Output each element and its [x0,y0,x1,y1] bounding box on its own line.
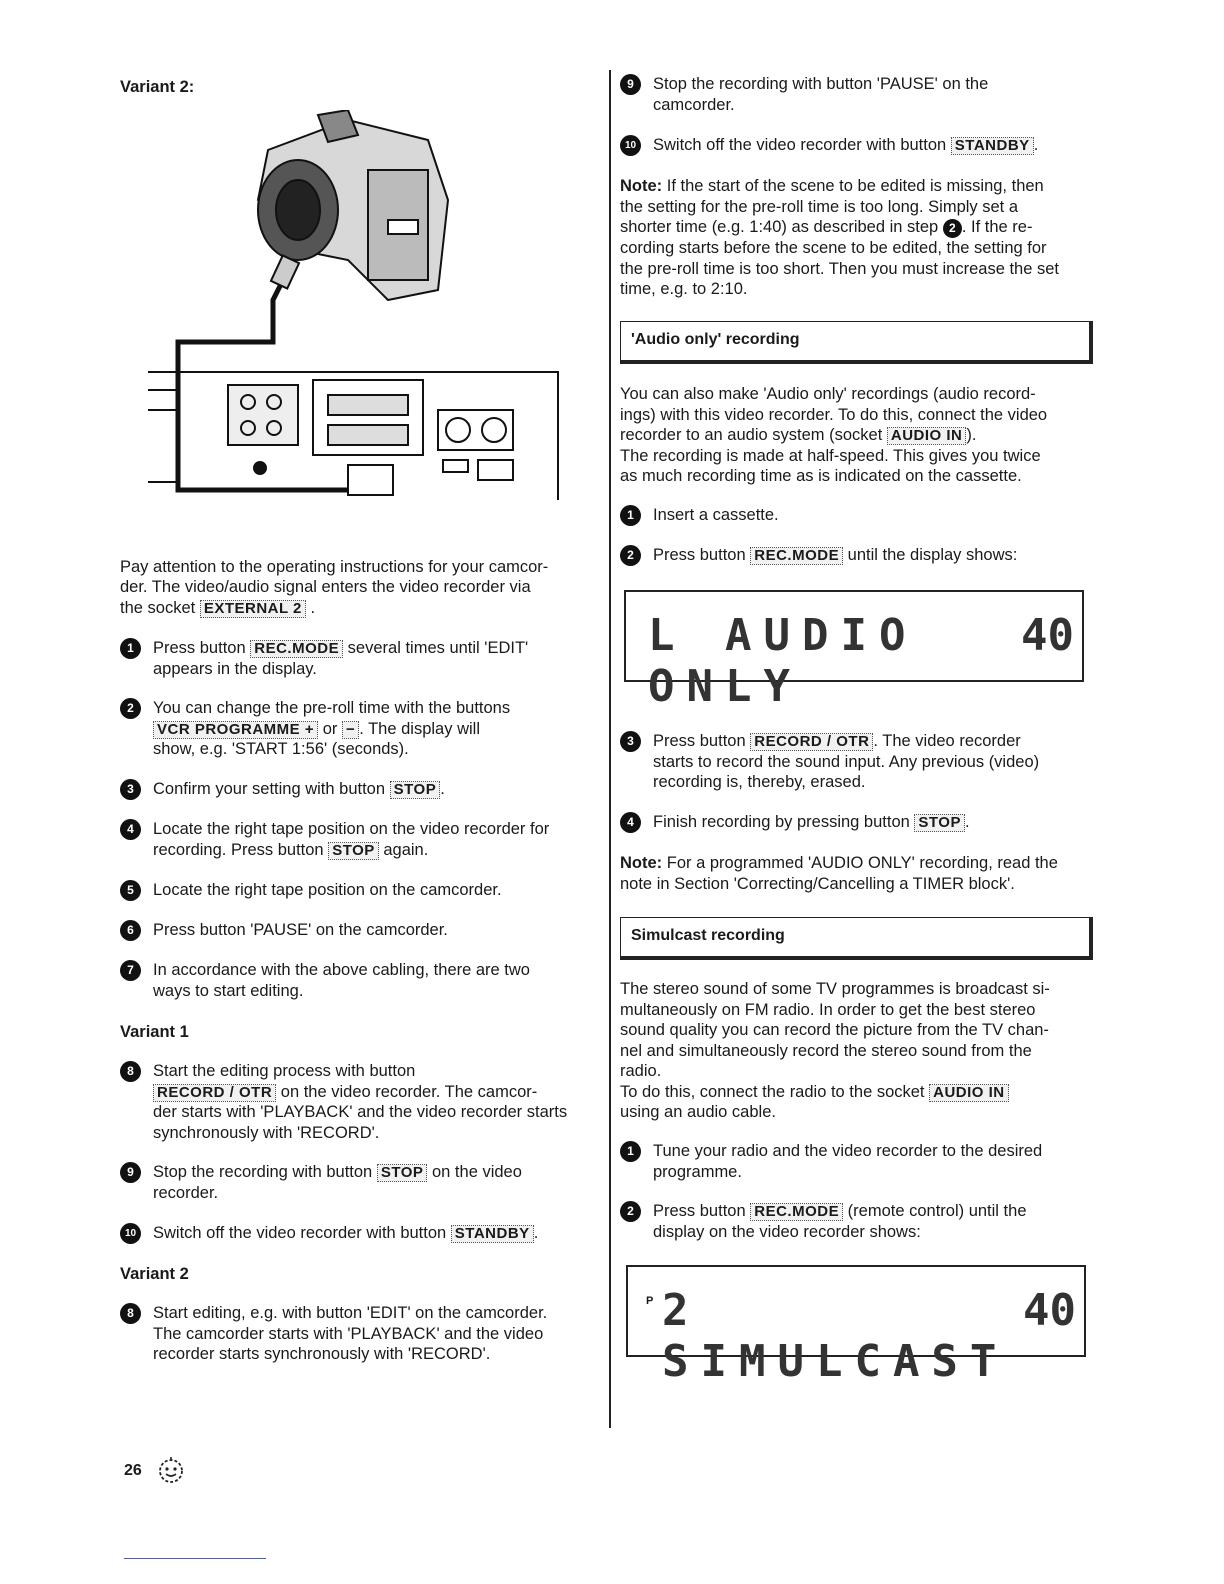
step-number: 9 [120,1162,141,1183]
step-text: Stop the recording with button 'PAUSE' on the [653,75,989,93]
step-text: In accordance with the above cabling, there are two [153,961,530,979]
step-text: several times until 'EDIT' [347,639,529,657]
standby-key: STANDBY [951,137,1034,155]
step-text: starts to record the sound input. Any previous (video) [653,752,1040,771]
audio-in-key: AUDIO IN [887,427,967,445]
page-number: 26 [124,1462,142,1479]
step-6 [120,920,598,941]
step-number: 8 [120,1061,141,1082]
step-text: Start editing, e.g. with button 'EDIT' on the camcorder. [153,1304,548,1322]
note-text: the pre-roll time is too short. Then you must increase the set [620,259,1059,278]
audio-intro [620,384,1098,487]
record-otr-key: RECORD / OTR [750,733,873,751]
step-text: . [964,813,970,831]
step-number: 8 [120,1303,141,1324]
stop-key: STOP [328,842,379,860]
step-text: Stop the recording with button [153,1163,373,1181]
step-text: der starts with 'PLAYBACK' and the video recorder starts [153,1103,568,1121]
audio-only-heading-box [620,321,1093,364]
stop-key: STOP [914,814,965,832]
simulcast-text: radio. [620,1062,662,1080]
note-text: If the start of the scene to be edited is missing, then [662,177,1044,195]
display-text: L AUDIO ONLY [648,610,918,712]
step-text: . The display will [359,719,480,738]
step-text: recording is, thereby, erased. [653,773,866,791]
step-number: 3 [620,731,641,752]
simulcast-intro [620,979,1098,1123]
note-1 [620,176,1098,300]
step-number: 6 [120,920,141,941]
step-text: Press button [653,732,746,750]
step-text: . [533,1224,539,1242]
r-step-10 [620,135,1093,156]
simulcast-text: The stereo sound of some TV programmes is broadcast si- [620,980,1050,998]
step-text: Locate the right tape position on the video recorder for [153,820,550,838]
note-text: For a programmed 'AUDIO ONLY' recording, read the [662,854,1058,872]
step-number: 1 [620,505,641,526]
step-text: Press button 'PAUSE' on the camcorder. [153,921,448,939]
smiley-icon [156,1455,186,1485]
step-text: The camcorder starts with 'PLAYBACK' and the video [153,1324,544,1343]
note-text: note in Section 'Correcting/Cancelling a TIMER block'. [620,874,1015,893]
rec-mode-key: REC.MODE [750,547,843,565]
step-4 [120,819,598,860]
simulcast-step-1 [620,1141,1103,1182]
step-text: Locate the right tape position on the camcorder. [153,881,502,899]
step-number: 10 [120,1223,141,1244]
step-text: show, e.g. 'START 1:56' (seconds). [153,740,409,758]
display-text: 2 SIMULCAST [662,1285,1009,1387]
record-otr-key: RECORD / OTR [153,1084,276,1102]
step-text: Press button [653,1202,746,1220]
intro-line-1: Pay attention to the operating instructions for your camcor- [120,558,549,576]
step-text: Confirm your setting with button [153,780,386,798]
step-3 [120,779,598,800]
intro-line-2: der. The video/audio signal enters the video recorder via [120,578,531,596]
audio-text: ings) with this video recorder. To do this, connect the video [620,405,1048,424]
v1-step-8 [120,1061,603,1143]
variant-1-heading: Variant 1 [120,1023,189,1041]
note-text: cording starts before the scene to be edited, the setting for [620,239,1047,257]
v2-step-8 [120,1303,603,1365]
audio-step-2 [620,545,1093,566]
step-number: 5 [120,880,141,901]
step-number: 2 [620,545,641,566]
r-step-9 [620,74,1093,115]
step-number: 7 [120,960,141,981]
audio-text: recorder to an audio system (socket [620,426,883,444]
audio-step-3 [620,731,1103,793]
step-number: 9 [620,74,641,95]
step-text: synchronously with 'RECORD'. [153,1123,380,1142]
audio-text: ). [966,426,977,444]
audio-only-display [624,590,1084,712]
simulcast-text: To do this, connect the radio to the socket [620,1082,925,1101]
variant-2b-heading: Variant 2 [120,1265,189,1283]
stop-key: STOP [377,1164,428,1182]
step-number: 2 [120,698,141,719]
step-ref-number: 2 [943,219,962,238]
note-text: . If the re- [961,218,1033,236]
step-text: on the video recorder. The camcor- [280,1082,538,1101]
step-text: Press button [653,546,746,564]
step-text: recorder starts synchronously with 'RECORD'. [153,1345,491,1363]
standby-key: STANDBY [451,1225,534,1243]
step-text: programme. [653,1162,742,1181]
note-text: the setting for the pre-roll time is too long. Simply set a [620,197,1019,216]
simulcast-text: multaneously on FM radio. In order to get the best stereo [620,1000,1036,1019]
step-text: . The video recorder [873,732,1021,750]
step-text: . [1033,136,1039,154]
minus-key: − [342,721,359,739]
intro-line-3-text: the socket [120,599,196,617]
step-text: You can change the pre-roll time with the buttons [153,699,511,717]
step-number: 1 [120,638,141,659]
step-text: Switch off the video recorder with button [153,1224,447,1242]
step-number: 2 [620,1201,641,1222]
step-text: Finish recording by pressing button [653,813,910,831]
audio-step-1 [620,505,1093,526]
rec-mode-key: REC.MODE [750,1203,843,1221]
camcorder-connection-illustration [148,110,568,514]
step-text: appears in the display. [153,659,317,678]
step-text: recording. Press button [153,840,324,859]
audio-step-4 [620,812,1103,833]
vcr-programme-plus-key: VCR PROGRAMME + [153,721,318,739]
note-label: Note: [620,854,663,872]
step-text: Switch off the video recorder with button [653,136,947,154]
note-text: shorter time (e.g. 1:40) as described in step [620,218,939,236]
step-1 [120,638,598,679]
note-label: Note: [620,177,663,195]
display-p-indicator: P [646,1295,654,1307]
step-text: camcorder. [653,95,735,114]
simulcast-heading: Simulcast recording [631,927,785,944]
audio-only-heading: 'Audio only' recording [631,331,800,348]
audio-text: You can also make 'Audio only' recordings (audio record- [620,385,1036,403]
step-number: 10 [620,135,641,156]
simulcast-text: sound quality you can record the picture from the TV chan- [620,1021,1049,1039]
display-counter: 40 [1023,1285,1076,1336]
step-text: on the video [432,1163,522,1181]
step-text: Press button [153,639,246,657]
simulcast-display [626,1265,1086,1387]
v1-step-9 [120,1162,603,1203]
step-7 [120,960,598,1001]
display-counter: 40 [1021,610,1074,661]
step-text: (remote control) until the [847,1202,1027,1220]
simulcast-step-2 [620,1201,1103,1242]
step-number: 1 [620,1141,641,1162]
step-text: Start the editing process with button [153,1062,416,1080]
intro-line-3: the socket EXTERNAL 2 . [120,599,316,617]
footer-line [124,1558,266,1559]
simulcast-text: nel and simultaneously record the stereo sound from the [620,1041,1032,1060]
simulcast-heading-box [620,917,1093,960]
step-text: until the display shows: [847,546,1018,564]
step-number: 4 [620,812,641,833]
audio-in-key: AUDIO IN [929,1084,1009,1102]
v1-step-10 [120,1223,603,1244]
step-text: again. [383,840,429,859]
audio-text: The recording is made at half-speed. This gives you twice [620,446,1041,465]
step-text: or [322,719,338,738]
external-2-key: EXTERNAL 2 [200,600,306,618]
column-divider [609,70,611,1428]
step-text: ways to start editing. [153,981,304,1000]
step-2 [120,698,598,760]
step-text: display on the video recorder shows: [653,1222,921,1241]
step-text: recorder. [153,1183,219,1202]
step-number: 4 [120,819,141,840]
stop-key: STOP [390,781,441,799]
note-text: time, e.g. to 2:10. [620,280,748,298]
step-text: Insert a cassette. [653,506,779,524]
variant-2-heading: Variant 2: [120,78,195,96]
simulcast-text: using an audio cable. [620,1103,776,1121]
audio-text: as much recording time as is indicated on the cassette. [620,467,1022,485]
step-5 [120,880,598,901]
rec-mode-key: REC.MODE [250,640,343,658]
step-text: . [440,780,445,798]
step-text: Tune your radio and the video recorder to the desired [653,1142,1043,1160]
note-2 [620,853,1098,894]
step-number: 3 [120,779,141,800]
